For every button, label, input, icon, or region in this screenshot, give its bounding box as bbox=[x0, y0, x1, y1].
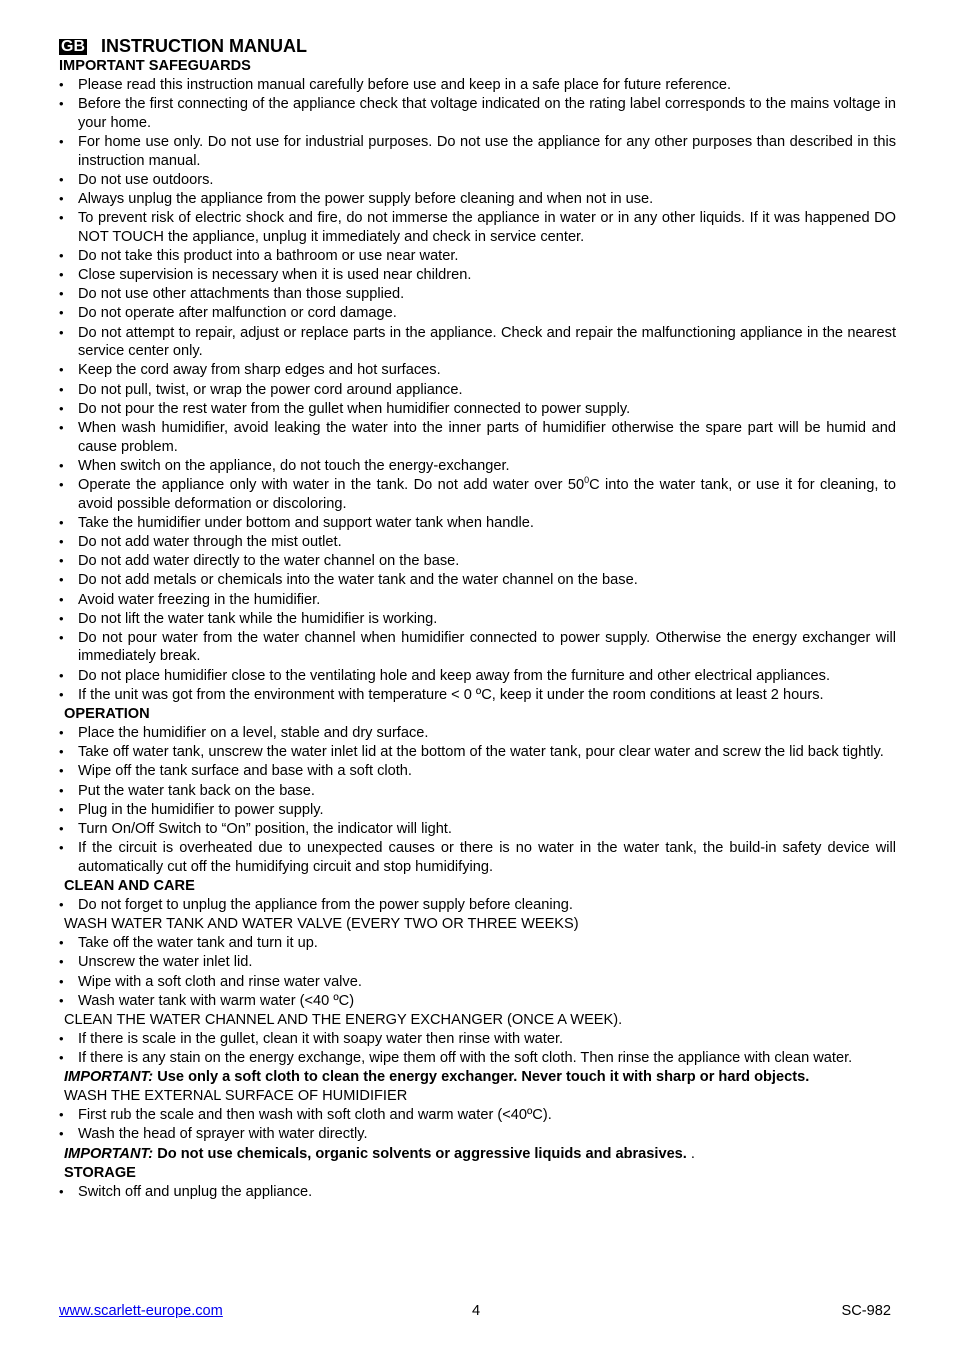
list-item: • When wash humidifier, avoid leaking the water into the inner parts of humidifier otherwise the spare part will be humid and cause problem. bbox=[59, 419, 896, 456]
safeguards-heading: IMPORTANT SAFEGUARDS bbox=[59, 58, 251, 74]
list-item: • Switch off and unplug the appliance. bbox=[59, 1183, 896, 1202]
important-note-1: IMPORTANT: Use only a soft cloth to clean the energy exchanger. Never touch it with sharp or hard objects. bbox=[64, 1069, 810, 1086]
storage-heading: STORAGE bbox=[64, 1164, 136, 1181]
list-item: • Before the first connecting of the appliance check that voltage indicated on the rating label corresponds to the mains voltage in your home. bbox=[59, 95, 896, 132]
list-item: • Please read this instruction manual carefully before use and keep in a safe place for future reference. bbox=[59, 76, 896, 95]
list-item: • Do not take this product into a bathroom or use near water. bbox=[59, 247, 896, 266]
list-item: • Do not operate after malfunction or cord damage. bbox=[59, 304, 896, 323]
list-item: • Always unplug the appliance from the power supply before cleaning and when not in use. bbox=[59, 190, 896, 209]
list-item: • Place the humidifier on a level, stable and dry surface. bbox=[59, 724, 896, 743]
list-item: • Wash the head of sprayer with water directly. bbox=[59, 1125, 896, 1144]
list-item: • For home use only. Do not use for industrial purposes. Do not use the appliance for any other purposes than described in this instruction manual. bbox=[59, 133, 896, 170]
list-item: • Keep the cord away from sharp edges and hot surfaces. bbox=[59, 361, 896, 380]
website-link[interactable]: www.scarlett-europe.com bbox=[59, 1303, 223, 1319]
list-item: • Do not pull, twist, or wrap the power cord around appliance. bbox=[59, 381, 896, 400]
list-item: • If the circuit is overheated due to unexpected causes or there is no water in the water tank, the build-in safety device will automatically cut off the humidifying circuit and stop humidifying. bbox=[59, 839, 896, 876]
list-item: • Take off water tank, unscrew the water inlet lid at the bottom of the water tank, pour clear water and screw the lid back tightly. bbox=[59, 743, 896, 762]
list-item: • Wash water tank with warm water (<40 ºC) bbox=[59, 992, 896, 1011]
operation-heading: OPERATION bbox=[64, 706, 150, 723]
list-item: • Take the humidifier under bottom and support water tank when handle. bbox=[59, 514, 896, 533]
list-item: • Turn On/Off Switch to “On” position, the indicator will light. bbox=[59, 820, 896, 839]
list-item: • Close supervision is necessary when it is used near children. bbox=[59, 266, 896, 285]
list-item: • Do not pour water from the water channel when humidifier connected to power supply. Otherwise the energy exchanger will immediately break. bbox=[59, 629, 896, 666]
list-item: • Do not place humidifier close to the ventilating hole and keep away from the furniture and other electrical appliances. bbox=[59, 667, 896, 686]
list-item: • Take off the water tank and turn it up. bbox=[59, 934, 896, 953]
list-item: • Do not lift the water tank while the humidifier is working. bbox=[59, 610, 896, 629]
clean-heading: CLEAN AND CARE bbox=[64, 877, 195, 894]
surface-list bbox=[59, 1106, 896, 1144]
safeguards-list-continued bbox=[59, 514, 896, 705]
page-number: 4 bbox=[472, 1303, 481, 1319]
list-item: • If there is any stain on the energy exchange, wipe them off with the soft cloth. Then rinse the appliance with clean water. bbox=[59, 1049, 896, 1068]
subheading-surface: WASH THE EXTERNAL SURFACE OF HUMIDIFIER bbox=[64, 1088, 408, 1105]
manual-title-row bbox=[59, 36, 896, 57]
page-title: INSTRUCTION MANUAL bbox=[101, 36, 307, 56]
safeguards-list bbox=[59, 76, 896, 475]
list-item: • To prevent risk of electric shock and fire, do not immerse the appliance in water or in any other liquids. If it was happened DO NOT TOUCH the appliance, unplug it immediately and check in service center. bbox=[59, 209, 896, 246]
important-note-2: IMPORTANT: Do not use chemicals, organic solvents or aggressive liquids and abrasives. . bbox=[64, 1145, 695, 1162]
list-item: • Put the water tank back on the base. bbox=[59, 782, 896, 801]
list-item: • Avoid water freezing in the humidifier. bbox=[59, 591, 896, 610]
list-item: • When switch on the appliance, do not touch the energy-exchanger. bbox=[59, 457, 896, 476]
list-item: • Do not use outdoors. bbox=[59, 171, 896, 190]
list-item: • Unscrew the water inlet lid. bbox=[59, 953, 896, 972]
list-item: • Do not add metals or chemicals into the water tank and the water channel on the base. bbox=[59, 571, 896, 590]
language-badge: GB bbox=[61, 37, 85, 55]
list-item: • First rub the scale and then wash with soft cloth and warm water (<40ºC). bbox=[59, 1106, 896, 1125]
list-item: • Do not attempt to repair, adjust or replace parts in the appliance. Check and repair the malfunctioning appliance in the nearest service center only. bbox=[59, 324, 896, 361]
subheading-channel: CLEAN THE WATER CHANNEL AND THE ENERGY EXCHANGER (ONCE A WEEK). bbox=[64, 1011, 623, 1028]
channel-list bbox=[59, 1030, 896, 1068]
list-item: • Do not use other attachments than those supplied. bbox=[59, 285, 896, 304]
subheading-tank: WASH WATER TANK AND WATER VALVE (EVERY TWO OR THREE WEEKS) bbox=[64, 916, 579, 933]
list-item: • Wipe with a soft cloth and rinse water valve. bbox=[59, 973, 896, 992]
page-footer bbox=[59, 1303, 891, 1323]
model-number: SC-982 bbox=[841, 1303, 891, 1319]
list-item: • Operate the appliance only with water in the tank. Do not add water over $50^0C$ into the water tank, or use it for cleaning, to avoid possible deformation or discoloring. bbox=[59, 476, 896, 513]
manual-page bbox=[59, 36, 896, 1202]
list-item: • Do not forget to unplug the appliance from the power supply before cleaning. bbox=[59, 896, 896, 915]
list-item: • Wipe off the tank surface and base with a soft cloth. bbox=[59, 762, 896, 781]
list-item: • If the unit was got from the environment with temperature < 0 ºC, keep it under the room conditions at least 2 hours. bbox=[59, 686, 896, 705]
list-item: • Do not pour the rest water from the gullet when humidifier connected to power supply. bbox=[59, 400, 896, 419]
list-item: • Do not add water directly to the water channel on the base. bbox=[59, 552, 896, 571]
list-item: • Do not add water through the mist outlet. bbox=[59, 533, 896, 552]
list-item: • If there is scale in the gullet, clean it with soapy water then rinse with water. bbox=[59, 1030, 896, 1049]
tank-list bbox=[59, 934, 896, 1010]
list-item: • Plug in the humidifier to power supply. bbox=[59, 801, 896, 820]
operation-list bbox=[59, 724, 896, 876]
